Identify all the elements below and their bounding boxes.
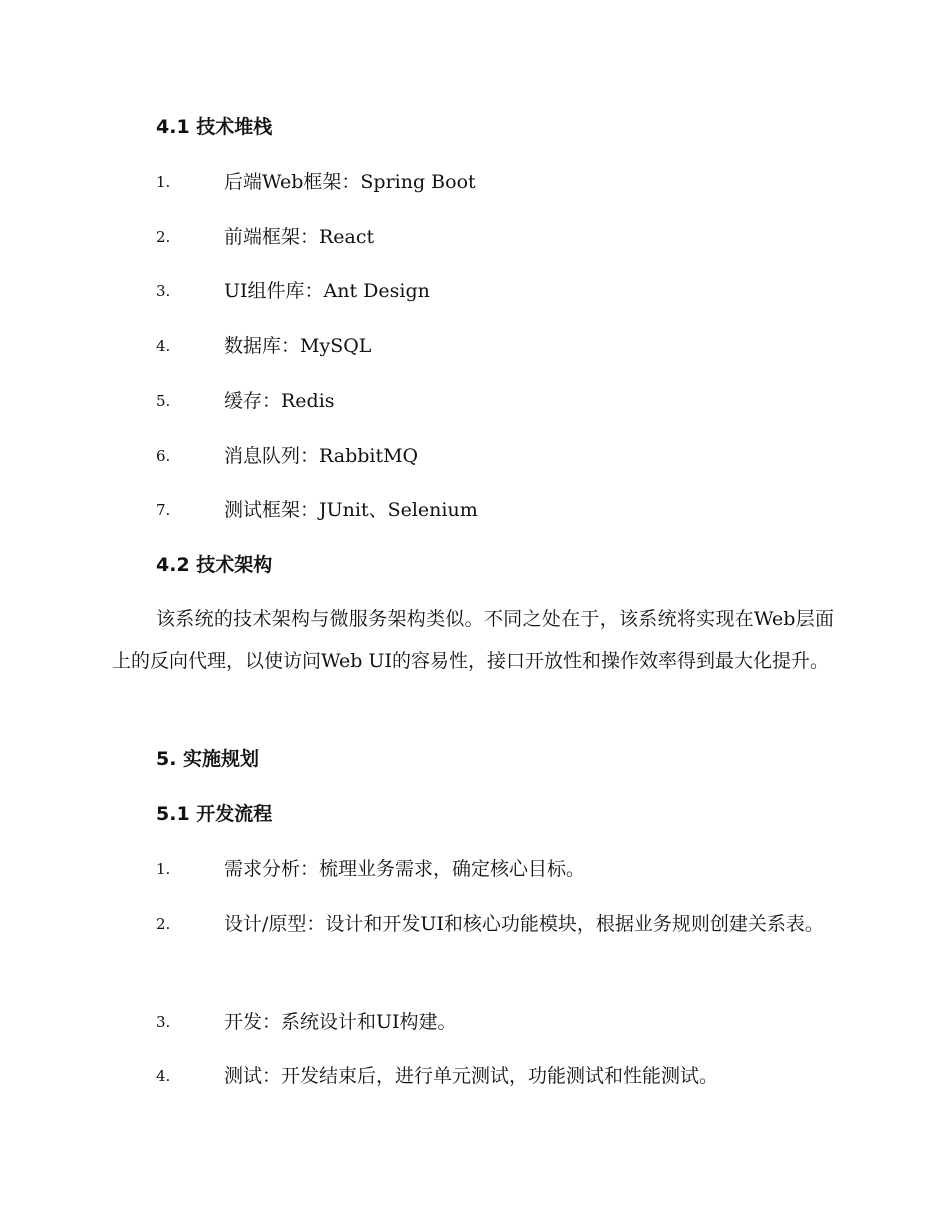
list-item xyxy=(156,848,836,890)
list-number: 4. xyxy=(156,1067,171,1085)
list-text: 后端Web框架：Spring Boot xyxy=(224,171,476,193)
body-paragraph: 该系统的技术架构与微服务架构类似。不同之处在于，该系统将实现在Web层面上的反向代理，以使访问Web UI的容易性，接口开放性和操作效率得到最大化提升。 xyxy=(112,608,834,672)
list-number: 2. xyxy=(156,915,171,933)
list-number: 4. xyxy=(156,337,171,355)
list-item xyxy=(156,380,836,422)
list-number: 6. xyxy=(156,447,171,465)
list-text: 数据库：MySQL xyxy=(224,335,372,357)
section-heading-5-1: 5.1 开发流程 xyxy=(156,803,273,825)
list-number: 1. xyxy=(156,860,171,878)
list-number: 2. xyxy=(156,228,171,246)
list-item xyxy=(156,325,836,367)
list-item xyxy=(156,1055,836,1097)
list-item xyxy=(156,216,836,258)
list-item xyxy=(156,435,836,477)
list-item xyxy=(156,489,836,531)
section-heading-4-2: 4.2 技术架构 xyxy=(156,554,273,576)
list-text: 需求分析：梳理业务需求，确定核心目标。 xyxy=(224,858,586,880)
list-number: 5. xyxy=(156,392,171,410)
list-text: 前端框架：React xyxy=(224,226,375,248)
list-text: UI组件库：Ant Design xyxy=(224,280,430,302)
list-text: 消息队列：RabbitMQ xyxy=(224,445,419,467)
list-text: 开发：系统设计和UI构建。 xyxy=(224,1011,457,1033)
list-item xyxy=(112,903,834,945)
section-heading-5: 5. 实施规划 xyxy=(156,748,260,770)
section-heading-4-1: 4.1 技术堆栈 xyxy=(156,116,273,138)
list-text: 缓存：Redis xyxy=(224,390,335,412)
list-number: 3. xyxy=(156,282,171,300)
list-item xyxy=(156,161,836,203)
list-item xyxy=(156,270,836,312)
list-number: 1. xyxy=(156,173,171,191)
list-text: 测试框架：JUnit、Selenium xyxy=(224,499,478,521)
list-number: 3. xyxy=(156,1013,171,1031)
list-item xyxy=(156,1001,836,1043)
list-text: 设计/原型：设计和开发UI和核心功能模块，根据业务规则创建关系表。 xyxy=(224,913,824,935)
list-number: 7. xyxy=(156,501,171,519)
list-text: 测试：开发结束后，进行单元测试，功能测试和性能测试。 xyxy=(224,1065,719,1087)
